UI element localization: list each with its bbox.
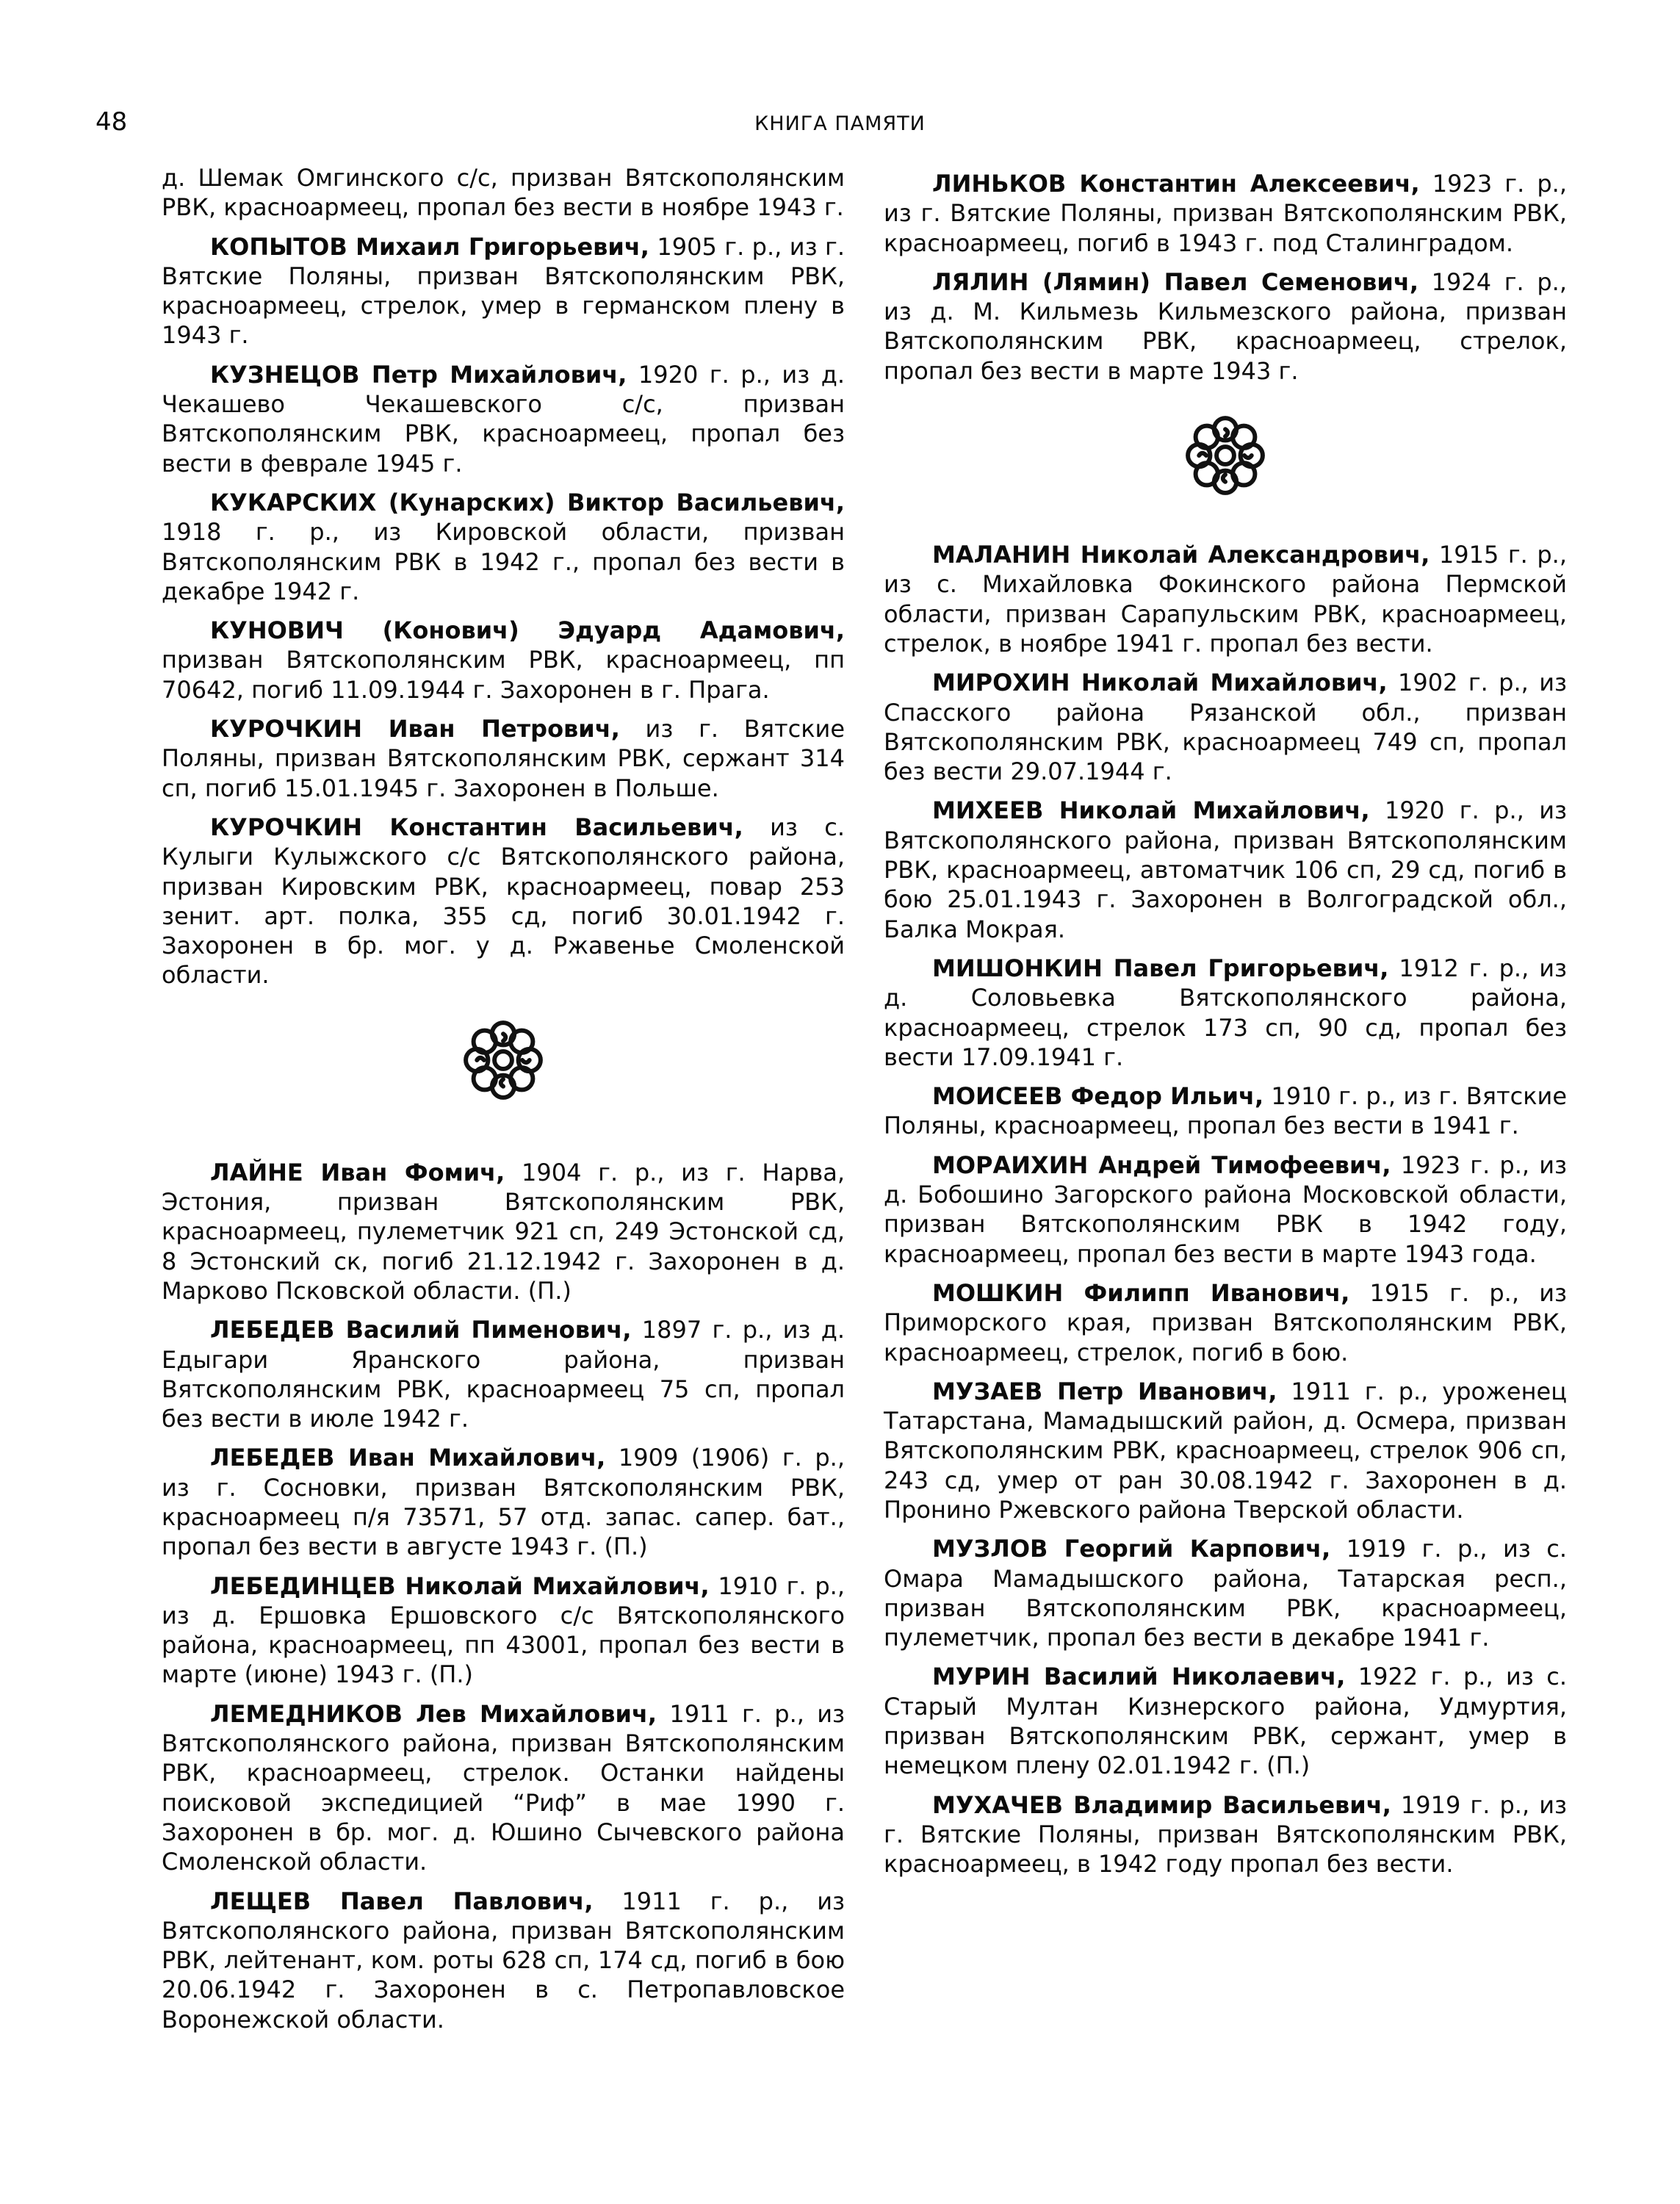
memorial-entry — [162, 1443, 845, 1561]
floral-ornament-icon — [1178, 408, 1273, 503]
ornament-spacer — [162, 1123, 845, 1158]
entry-person-name: ЛИНЬКОВ Константин Алексеевич, — [932, 170, 1420, 198]
memorial-entry — [884, 668, 1567, 786]
memorial-entry — [162, 714, 845, 803]
entry-details: 1919 г. р., из г. Вятские Поляны, призван Вятскополянским РВК, красноармеец, в 1942 году пропал без вести. — [884, 1790, 1568, 1879]
memorial-entry — [884, 1150, 1567, 1269]
entry-person-name: МУЗАЕВ Петр Иванович, — [932, 1377, 1277, 1405]
memorial-entry — [884, 1662, 1567, 1780]
entry-person-name: ЛАЙНЕ Иван Фомич, — [210, 1158, 505, 1186]
memorial-entry — [884, 267, 1567, 386]
entry-person-name: МОШКИН Филипп Иванович, — [932, 1278, 1350, 1307]
entry-person-name: КУРОЧКИН Константин Васильевич, — [210, 813, 743, 841]
floral-ornament-icon — [455, 1012, 551, 1108]
entry-details: 1915 г. р., из с. Михайловка Фокинского района Пермской области, призван Сарапульским РВК, красноармеец, стрелок, в ноябре 1941 г. пропал без вести. — [884, 541, 1567, 658]
entry-person-name: КУКАРСКИХ (Кунарских) Виктор Васильевич, — [210, 488, 845, 516]
entry-person-name: ЛЯЛИН (Лямин) Павел Семенович, — [932, 267, 1418, 296]
entry-person-name: ЛЕБЕДЕВ Иван Михайлович, — [210, 1444, 606, 1472]
running-title: КНИГА ПАМЯТИ — [754, 112, 926, 135]
entry-details: 1918 г. р., из Кировской области, призван Вятскополянским РВК в 1942 г., пропал без вести в декабре 1942 г. — [162, 518, 845, 605]
memorial-entry — [884, 796, 1567, 943]
entry-details: 1923 г. р., из г. Вятские Поляны, призван Вятскополянским РВК, красноармеец, погиб в 1943 г. под Сталинградом. — [884, 170, 1568, 257]
entry-details: 1897 г. р., из д. Едыгари Яранского района, призван Вятскополянским РВК, красноармеец 75 сп, пропал без вести в июле 1942 г. — [162, 1316, 846, 1433]
entry-person-name: МОРАИХИН Андрей Тимофеевич, — [932, 1150, 1391, 1179]
entry-details: 1912 г. р., из д. Соловьевка Вятскополянского района, красноармеец, стрелок 173 сп, 90 сд, пропал без вести 17.09.1941 г. — [884, 954, 1567, 1071]
memorial-entry — [884, 1790, 1567, 1879]
entry-person-name: ЛЕЩЕВ Павел Павлович, — [210, 1887, 594, 1915]
entry-person-name: МАЛАНИН Николай Александрович, — [932, 541, 1430, 569]
entry-details: 1919 г. р., из с. Омара Мамадышского района, Татарская респ., призван Вятскополянским РВК, красноармеец, пулеметчик, пропал без вести в декабре 1941 г. — [884, 1535, 1568, 1652]
right-column — [884, 169, 1567, 1889]
entry-person-name: ЛЕМЕДНИКОВ Лев Михайлович, — [210, 1699, 657, 1728]
entry-details: 1911 г. р., из Вятскополянского района, призван Вятскополянским РВК, лейтенант, ком. роты 628 сп, 174 сд, погиб в бою 20.06.1942 г. Захоронен в с. Петропавловское Воронежской области. — [162, 1887, 846, 2034]
entry-details: 1922 г. р., из с. Старый Мултан Кизнерского района, Удмуртия, призван Вятскополянским РВК, сержант, умер в немецком плену 02.01.1942 г. (П.) — [884, 1663, 1568, 1780]
entry-details: 1920 г. р., из д. Чекашево Чекашевского с/с, призван Вятскополянским РВК, красноармеец, пропал без вести в феврале 1945 г. — [162, 360, 846, 478]
entry-person-name: КУНОВИЧ (Конович) Эдуард Адамович, — [210, 616, 845, 645]
entry-details: из г. Вятские Поляны, призван Вятскополянским РВК, сержант 314 сп, погиб 15.01.1945 г. Захоронен в Польше. — [162, 715, 846, 802]
entry-details: 1910 г. р., из г. Вятские Поляны, красноармеец, пропал без вести в 1941 г. — [884, 1082, 1568, 1140]
entry-details: 1923 г. р., из д. Бобошино Загорского района Московской области, призван Вятскополянским РВК в 1942 году, красноармеец, пропал без вести в марте 1943 года. — [884, 1150, 1567, 1268]
entry-details: призван Вятскополянским РВК, красноармеец, пп 70642, погиб 11.09.1944 г. Захоронен в г. Прага. — [162, 646, 845, 704]
entry-details: 1902 г. р., из Спасского района Рязанской обл., призван Вятскополянским РВК, красноармеец 749 сп, пропал без вести 29.07.1944 г. — [884, 669, 1567, 786]
entry-person-name: МУХАЧЕВ Владимир Васильевич, — [932, 1790, 1391, 1819]
memorial-entry — [884, 1377, 1567, 1524]
memorial-entry — [162, 813, 845, 990]
entry-details: 1905 г. р., из г. Вятские Поляны, призван Вятскополянским РВК, красноармеец, стрелок, умер в германском плену в 1943 г. — [162, 232, 846, 350]
entry-person-name: ЛЕБЕДЕВ Василий Пименович, — [210, 1316, 632, 1344]
entry-details: 1904 г. р., из г. Нарва, Эстония, призван Вятскополянским РВК, красноармеец, пулеметчик 921 сп, 249 Эстонской сд, 8 Эстонский ск, погиб 21.12.1942 г. Захоронен в д. Марково Псковской области. (П.) — [162, 1158, 846, 1305]
memorial-entry — [162, 1887, 845, 2034]
entry-list — [884, 540, 1567, 1879]
memorial-entry — [162, 1571, 845, 1690]
entry-person-name: КУЗНЕЦОВ Петр Михайлович, — [210, 360, 627, 389]
memorial-entry — [162, 1699, 845, 1877]
memorial-entry — [884, 1534, 1567, 1652]
entry-details: 1911 г. р., из Вятскополянского района, призван Вятскополянским РВК, красноармеец, стрелок. Останки найдены поисковой экспедицией “Риф” в мае 1990 г. Захоронен в бр. мог. д. Юшино Сычевского района Смоленской области. — [162, 1699, 845, 1876]
memorial-entry — [884, 169, 1567, 258]
memorial-entry — [162, 232, 845, 350]
entry-person-name: ЛЕБЕДИНЦЕВ Николай Михайлович, — [210, 1571, 710, 1600]
entry-person-name: МИШОНКИН Павел Григорьевич, — [932, 954, 1389, 982]
entry-details: 1920 г. р., из Вятскополянского района, призван Вятскополянским РВК, красноармеец, автоматчик 106 сп, 29 сд, погиб в бою 25.01.1943 г. Захоронен в Волгоградской обл., Балка Мокрая. — [884, 796, 1568, 943]
section-ornament — [162, 1012, 845, 1108]
memorial-entry — [162, 1315, 845, 1433]
entry-list — [884, 169, 1567, 386]
entry-person-name: МУРИН Василий Николаевич, — [932, 1663, 1346, 1691]
entry-details: 1911 г. р., уроженец Татарстана, Мамадышский район, д. Осмера, призван Вятскополянским РВК, красноармеец, стрелок 906 сп, 243 сд, умер от ран 30.08.1942 г. Захоронен в д. Пронино Ржевского района Тверской области. — [884, 1377, 1567, 1524]
entry-person-name: КУРОЧКИН Иван Петрович, — [210, 715, 620, 743]
left-column — [162, 163, 845, 2044]
memorial-entry — [884, 540, 1567, 658]
entry-details: из с. Кулыги Кулыжского с/с Вятскополянского района, призван Кировским РВК, красноармеец, повар 253 зенит. арт. полка, 355 сд, погиб 30.01.1942 г. Захоронен в бр. мог. у д. Ржавенье Смоленской области. — [162, 813, 846, 990]
continuation-text: д. Шемак Омгинского с/с, призван Вятскополянским РВК, красноармеец, пропал без вести в ноябре 1943 г. — [162, 164, 845, 222]
entry-person-name: МИРОХИН Николай Михайлович, — [932, 669, 1388, 697]
memorial-entry — [884, 954, 1567, 1072]
memorial-entry — [162, 360, 845, 478]
entry-details: 1924 г. р., из д. М. Кильмезь Кильмезского района, призван Вятскополянским РВК, красноармеец, стрелок, пропал без вести в марте 1943 г. — [884, 267, 1568, 385]
entry-details: 1909 (1906) г. р., из г. Сосновки, призван Вятскополянским РВК, красноармеец п/я 73571, 57 отд. запас. сапер. бат., пропал без вести в августе 1943 г. (П.) — [162, 1444, 846, 1561]
memorial-entry — [162, 616, 845, 705]
memorial-entry — [162, 488, 845, 606]
memorial-entry — [884, 1081, 1567, 1141]
memorial-entry — [884, 1278, 1567, 1367]
entry-list — [162, 232, 845, 990]
entry-person-name: КОПЫТОВ Михаил Григорьевич, — [210, 232, 649, 261]
page-number: 48 — [95, 107, 128, 137]
entry-details: 1910 г. р., из д. Ершовка Ершовского с/с Вятскополянского района, красноармеец, пп 43001, пропал без вести в марте (июне) 1943 г. (П.) — [162, 1571, 846, 1689]
memorial-entry — [162, 1158, 845, 1306]
entry-list — [162, 1158, 845, 2034]
section-ornament — [884, 408, 1567, 503]
entry-details: 1915 г. р., из Приморского края, призван Вятскополянским РВК, красноармеец, стрелок, погиб в бою. — [884, 1278, 1567, 1366]
entry-person-name: МУЗЛОВ Георгий Карпович, — [932, 1535, 1331, 1563]
entry-person-name: МИХЕЕВ Николай Михайлович, — [932, 796, 1370, 825]
entry-person-name: МОИСЕЕВ Федор Ильич, — [932, 1082, 1264, 1111]
ornament-spacer — [884, 518, 1567, 540]
